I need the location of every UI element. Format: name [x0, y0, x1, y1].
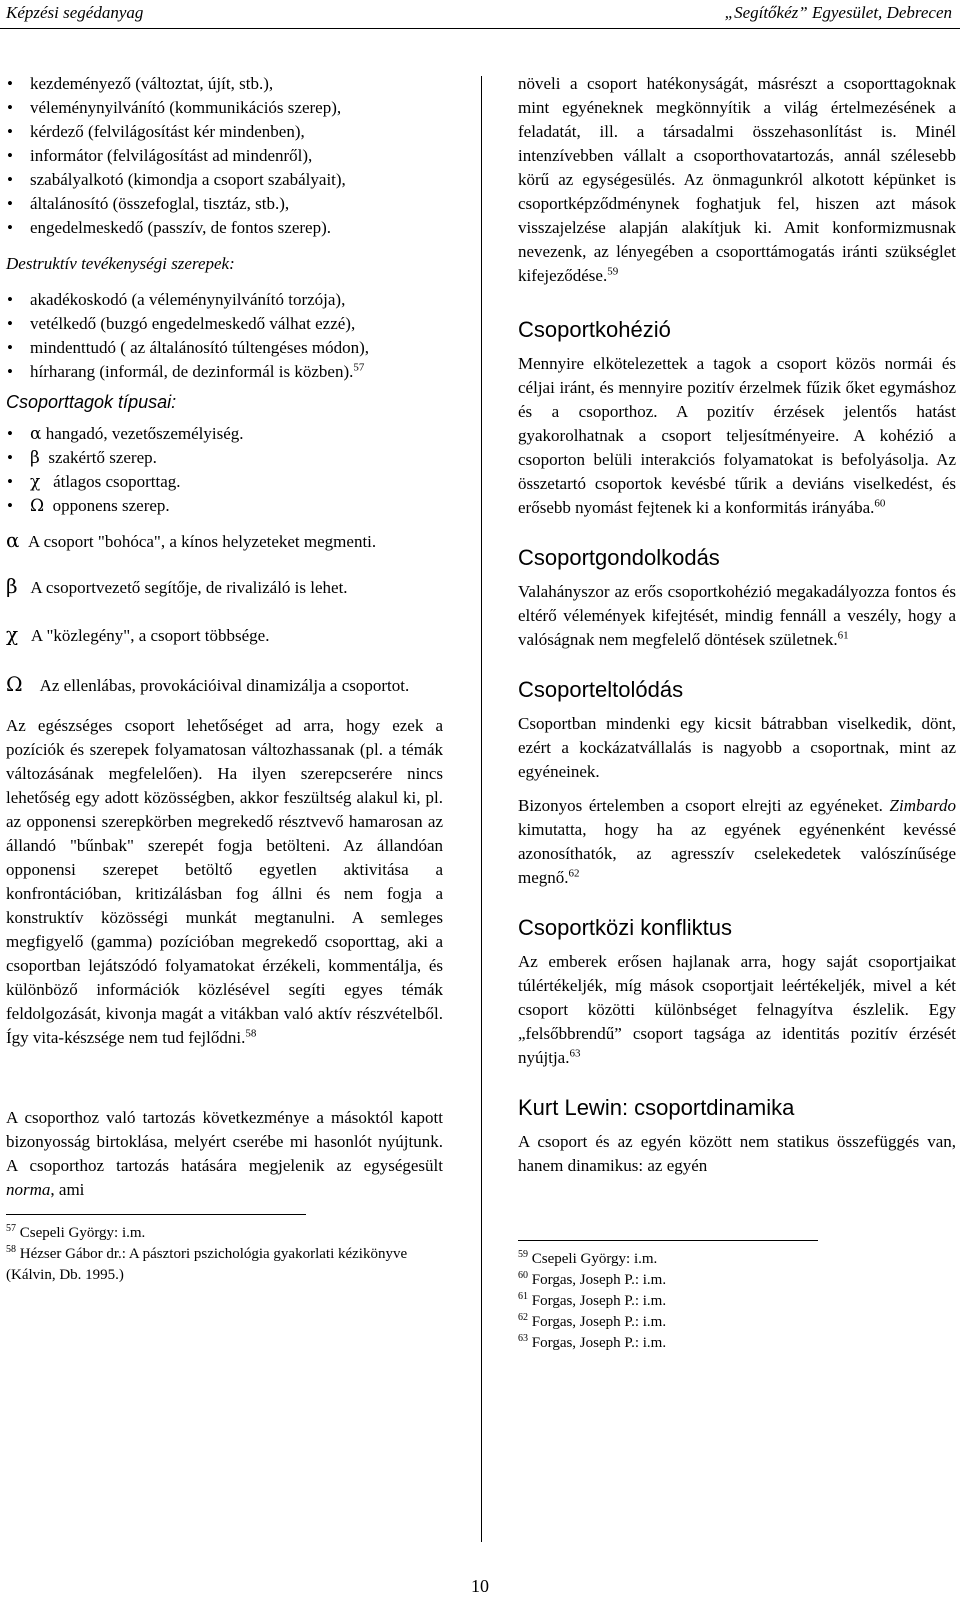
destructive-roles-heading: Destruktív tevékenységi szerepek: [6, 254, 235, 273]
body-paragraph [518, 794, 956, 890]
footnote-text: Csepeli György: i.m. [531, 1251, 658, 1267]
body-paragraph [518, 352, 956, 520]
alpha-symbol: α [30, 424, 42, 444]
list-item: • engedelmeskedő (passzív, de fontos szerep). [6, 216, 443, 240]
footnote-number: 62 [518, 1312, 528, 1323]
glossary-text: A csoport "bohóca", a kínos helyzeteket megmenti. [28, 532, 377, 551]
list-item: • kérdező (felvilágosítást kér mindenben), [6, 120, 443, 144]
member-types-list [6, 422, 443, 518]
footnote-ref: 58 [245, 1027, 257, 1040]
chi-symbol: χ [30, 472, 41, 492]
left-column [6, 72, 443, 1286]
footnote-ref: 61 [837, 629, 849, 642]
list-item: • vetélkedő (buzgó engedelmeskedő válhat ezzé), [6, 312, 443, 336]
paragraph-text: Valahányszor az erős csoportkohézió megakadályozza fontos és eltérő vélemények kifejtését, mindig fennáll a veszély, hogy a valóságnak nem megfelelő döntések születnek. [518, 582, 956, 649]
section-heading-groupthink: Csoportgondolkodás [518, 545, 720, 570]
type-text: hangadó, vezetőszemélyiség. [45, 424, 244, 443]
footnote-ref: 57 [353, 361, 365, 374]
glossary-beta [6, 574, 443, 600]
footnote [518, 1249, 956, 1270]
section-heading-group-shift: Csoporteltolódás [518, 677, 684, 702]
type-text: szakértő szerep. [48, 448, 157, 467]
list-item [6, 446, 443, 470]
alpha-symbol: α [6, 528, 20, 552]
footnote-text: Forgas, Joseph P.: i.m. [531, 1272, 667, 1288]
footnote-number: 58 [6, 1244, 16, 1255]
glossary-omega [6, 672, 443, 698]
header-left-title: Képzési segédanyag [6, 3, 144, 22]
footnote [6, 1244, 443, 1286]
paragraph-text: A csoporthoz való tartozás következménye a másoktól kapott bizonyosság birtoklása, melyért cserébe mi hasonlót nyújtunk. A csoporthoz tartozás hatására megjelenik az egységesült [6, 1108, 443, 1175]
body-paragraph [518, 712, 956, 784]
list-item-text: hírharang (informál, de dezinformál is közben). [30, 362, 354, 381]
page-number: 10 [471, 1576, 489, 1596]
emphasis-text: norma [6, 1180, 51, 1199]
paragraph-text: kimutatta, hogy ha az egyének egyénenként kevéssé azonosíthatók, az agresszív cselekedetek valószínűsége megnő. [518, 820, 956, 887]
paragraph-text: , ami [50, 1180, 85, 1199]
glossary-text: Az ellenlábas, provokációival dinamizálja a csoportot. [39, 676, 410, 695]
footnote-number: 60 [518, 1270, 528, 1281]
footnote [518, 1312, 956, 1333]
list-item: • akadékoskodó (a véleménynyilvánító torzója), [6, 288, 443, 312]
paragraph-text: A csoport és az egyén között nem statikus összefüggés van, hanem dinamikus: az egyén [518, 1132, 956, 1175]
footnote [6, 1223, 443, 1244]
beta-symbol: β [30, 448, 40, 468]
list-item [6, 494, 443, 518]
constructive-roles-list [6, 72, 443, 240]
body-paragraph [518, 950, 956, 1070]
footnote [518, 1270, 956, 1291]
footnote-number: 63 [518, 1333, 528, 1344]
omega-symbol: Ω [30, 496, 45, 516]
paragraph-text: Mennyire elkötelezettek a tagok a csoport közös normái és céljai iránt, és mennyire pozitív érzelmek fűzik őket egymáshoz és a csoporthoz. A pozitív érzések jelentős hatást gyakorolhatnak a csoport teljesítményeire. A kohézió a csoporton belüli interakciós folyamatokat is befolyásolja. Az összetartó csoportok kevésbé tűrik a deviáns viselkedést, és erősebb nyomást fejtenek ki a konformitás irányába. [518, 354, 956, 517]
glossary-alpha [6, 528, 443, 554]
footnote-number: 57 [6, 1223, 16, 1234]
footnote [518, 1333, 956, 1354]
section-heading-cohesion: Csoportkohézió [518, 317, 671, 342]
right-column [518, 72, 956, 1354]
list-item: • szabályalkotó (kimondja a csoport szabályait), [6, 168, 443, 192]
footnote-ref: 59 [607, 265, 619, 278]
paragraph-text: Az emberek erősen hajlanak arra, hogy saját csoportjaikat túlértékeljék, míg mások csoportjait leértékeljék, mivel a két csoport közötti különbséget felnagyítva észlelik. Egy „felsőbbrendű” csoport tagsága az identitás pozitív érzését nyújtja. [518, 952, 956, 1067]
footnote-text: Csepeli György: i.m. [19, 1225, 146, 1241]
list-item: • mindenttudó ( az általánosító túltengéses módon), [6, 336, 443, 360]
page-header [0, 0, 960, 26]
footnote-rule [518, 1240, 818, 1241]
body-paragraph [518, 1130, 956, 1178]
column-divider [481, 76, 482, 1542]
body-paragraph [6, 1106, 443, 1202]
paragraph-text: növeli a csoport hatékonyságát, másrészt a csoporttagoknak mint egyéneknek megkönnyítik a világ értelmezésének a feladatát, ill. a társadalmi összehasonlítást is. Minél intenzívebben vállalt a csoporthovatartozás, annál szélesebb körű az egységesülés. Az önmagunkról alkotott képünket is csoportképződménynek foghatjuk fel, hiszen azt mások visszajelzése alapján alakítjuk ki. Amit konformizmusnak nevezenk, az lényegében a csoporttámogatás iránti szükséglet kifejeződése. [518, 74, 956, 285]
footnote-rule [6, 1214, 306, 1215]
destructive-roles-list [6, 288, 443, 384]
glossary-text: A "közlegény", a csoport többsége. [30, 626, 270, 645]
list-item [6, 422, 443, 446]
paragraph-text: Csoportban mindenki egy kicsit bátrabban viselkedik, dönt, ezért a kockázatvállalás is nagyobb a csoportnak, mint az egyéneinek. [518, 714, 956, 781]
footnote-ref: 60 [874, 497, 886, 510]
footnote [518, 1291, 956, 1312]
list-item: • kezdeményező (változtat, újít, stb.), [6, 72, 443, 96]
footnote-number: 61 [518, 1291, 528, 1302]
glossary-text: A csoportvezető segítője, de rivalizáló is lehet. [30, 578, 348, 597]
chi-symbol: χ [6, 622, 19, 646]
paragraph-text: Az egészséges csoport lehetőséget ad arra, hogy ezek a pozíciók és szerepek folyamatosan változhassanak (pl. a témák változásának megfelelően). Ha ilyen szerepcserére nincs lehetőség egy adott közösségben, akkor feszültség alakul ki, pl. az opponensi szerepkörben megrekedő résztvevő hamarosan az állandó "bűnbak" szerepét fogja betölteni. Az állandóan opponensi szerepet betöltő egyetlen aktivitása a konfrontációban, kritizálásban fog állni és nem fogja a konstruktív közösségi munkát megtanulni. A semleges megfigyelő (gamma) pozícióban megrekedő csoporttag, aki a csoportban lejátszódó folyamatokat érzékeli, kommentálja, és különböző információk közlésével segíti egyes témák feldolgozását, kivonja magát a vitákban való aktív részvételből. Így vita-készsége nem tud fejlődni. [6, 716, 443, 1047]
body-paragraph [518, 72, 956, 288]
section-heading-lewin: Kurt Lewin: csoportdinamika [518, 1095, 795, 1120]
beta-symbol: β [6, 574, 18, 598]
paragraph-text: Bizonyos értelemben a csoport elrejti az egyéneket. [518, 796, 890, 815]
list-item: • véleménynyilvánító (kommunikációs szerep), [6, 96, 443, 120]
omega-symbol: Ω [6, 672, 23, 696]
body-paragraph [6, 714, 443, 1050]
type-text: átlagos csoporttag. [53, 472, 181, 491]
type-text: opponens szerep. [52, 496, 170, 515]
glossary-chi [6, 622, 443, 648]
footnote-text: Forgas, Joseph P.: i.m. [531, 1314, 667, 1330]
member-types-heading: Csoporttagok típusai: [6, 392, 177, 412]
footnote-text: Hézser Gábor dr.: A pásztori pszichológia gyakorlati kézikönyve (Kálvin, Db. 1995.) [6, 1246, 408, 1283]
footnote-number: 59 [518, 1249, 528, 1260]
list-item: • informátor (felvilágosítást ad mindenről), [6, 144, 443, 168]
footnote-text: Forgas, Joseph P.: i.m. [531, 1335, 667, 1351]
header-rule [0, 28, 960, 29]
footnote-text: Forgas, Joseph P.: i.m. [531, 1293, 667, 1309]
footnote-ref: 62 [568, 867, 580, 880]
list-item: • általánosító (összefoglal, tisztáz, stb.), [6, 192, 443, 216]
section-heading-intergroup-conflict: Csoportközi konfliktus [518, 915, 732, 940]
footnote-ref: 63 [569, 1047, 581, 1060]
body-paragraph [518, 580, 956, 652]
emphasis-text: Zimbardo [889, 796, 956, 815]
list-item [6, 470, 443, 494]
list-item [6, 360, 443, 384]
header-right-title: „Segítőkéz” Egyesület, Debrecen [724, 3, 952, 22]
